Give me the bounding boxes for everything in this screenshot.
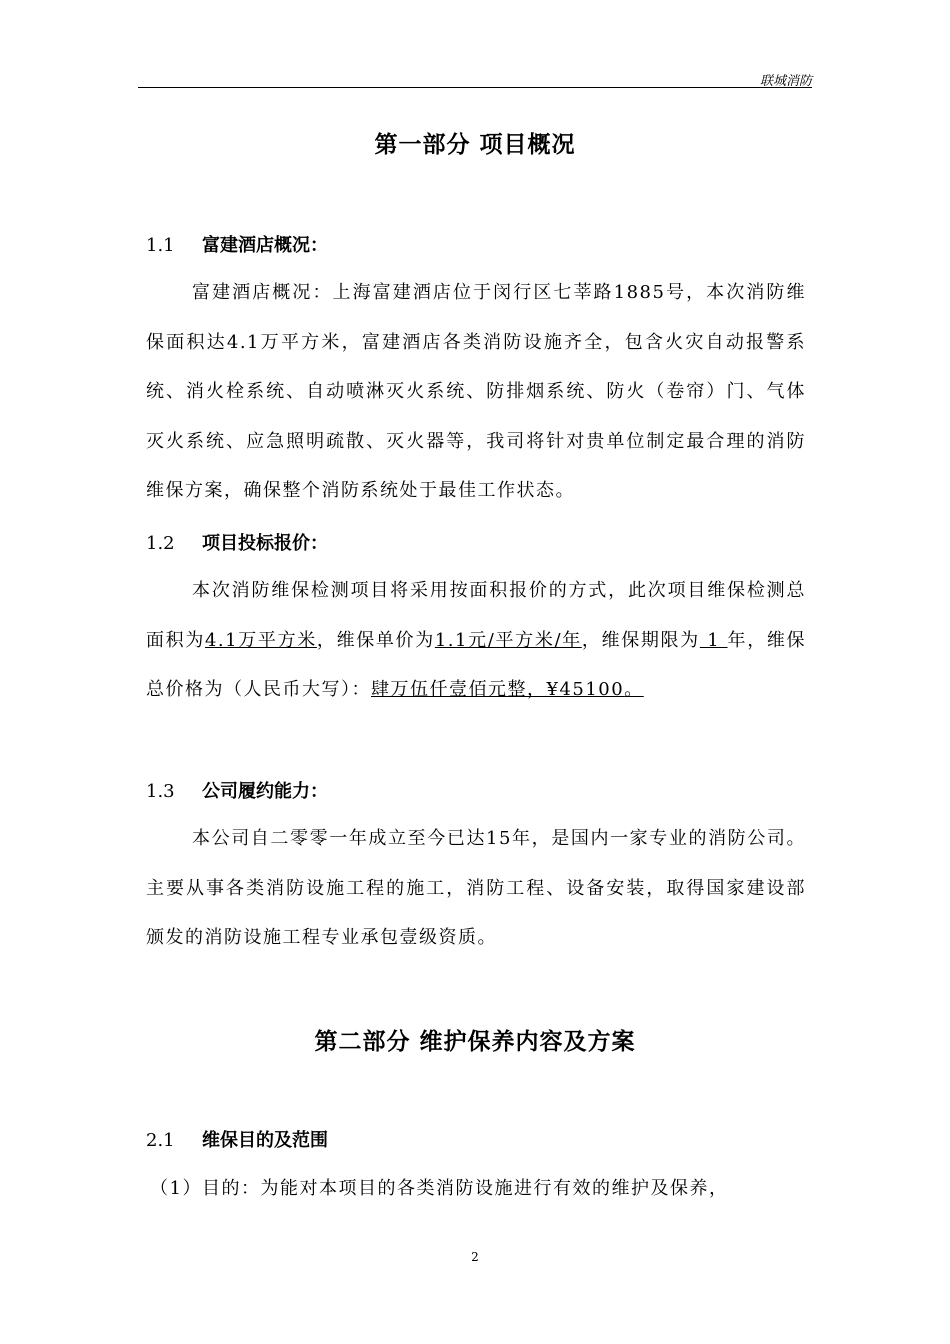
text-run: 本次消防维保检测项目将采用按面积报价的方式，此次项目维保检测总面积为	[146, 580, 806, 651]
header-rule	[138, 87, 812, 88]
section-title: 维保目的及范围	[202, 1130, 328, 1151]
section-1-2-body	[146, 566, 806, 715]
section-1-3-body	[146, 814, 806, 963]
section-number: 1.2	[146, 533, 175, 554]
part-1-title: 第一部分 项目概况	[374, 131, 576, 158]
paragraph: 本公司自二零零一年成立至今已达15年，是国内一家专业的消防公司。主要从事各类消防设施工程的施工，消防工程、设备安装，取得国家建设部颁发的消防设施工程专业承包壹级资质。	[146, 828, 806, 948]
section-1-3-heading	[146, 777, 328, 803]
text-run: 年，维保总价格为（人民币大写）：	[146, 629, 807, 700]
part-2-title: 第二部分 维护保养内容及方案	[314, 1028, 636, 1055]
text-run: 。	[624, 679, 644, 700]
text-run: ，维保期限为	[581, 629, 700, 651]
section-2-1-body	[150, 1164, 810, 1214]
paragraph: 富建酒店概况：上海富建酒店位于闵行区七莘路1885号，本次消防维保面积达4.1万平方米，富建酒店各类消防设施齐全，包含火灾自动报警系统、消火栓系统、自动喷淋灭火系统、防排烟系统、防火（卷帘）门、气体灭火系统、应急照明疏散、灭火器等，我司将针对贵单位制定最合理的消防维保方案，确保整个消防系统处于最佳工作状态。	[146, 282, 806, 501]
total-price-value: 肆万伍仟壹佰元整，¥45100	[371, 679, 625, 700]
section-1-2-heading	[146, 529, 328, 555]
page-number: 2	[471, 1250, 479, 1264]
section-2-1-heading	[146, 1126, 328, 1152]
section-1-1-heading	[146, 231, 328, 257]
header-company: 联城消防	[759, 74, 812, 89]
section-title: 公司履约能力：	[202, 781, 328, 802]
area-value: 4.1万平方米	[204, 629, 317, 651]
section-title: 富建酒店概况：	[202, 235, 328, 256]
unit-price-value: 1.1元/平方米/年	[434, 629, 582, 651]
section-title: 项目投标报价：	[202, 533, 328, 554]
section-number: 2.1	[146, 1130, 175, 1151]
term-value: 1	[699, 629, 728, 651]
section-number: 1.3	[146, 781, 175, 802]
section-1-1-body	[146, 268, 806, 516]
text-run: ，维保单价为	[316, 629, 435, 651]
section-number: 1.1	[146, 235, 175, 256]
list-item: （1）目的：为能对本项目的各类消防设施进行有效的维护及保养，	[150, 1178, 729, 1199]
paragraph	[146, 566, 806, 715]
